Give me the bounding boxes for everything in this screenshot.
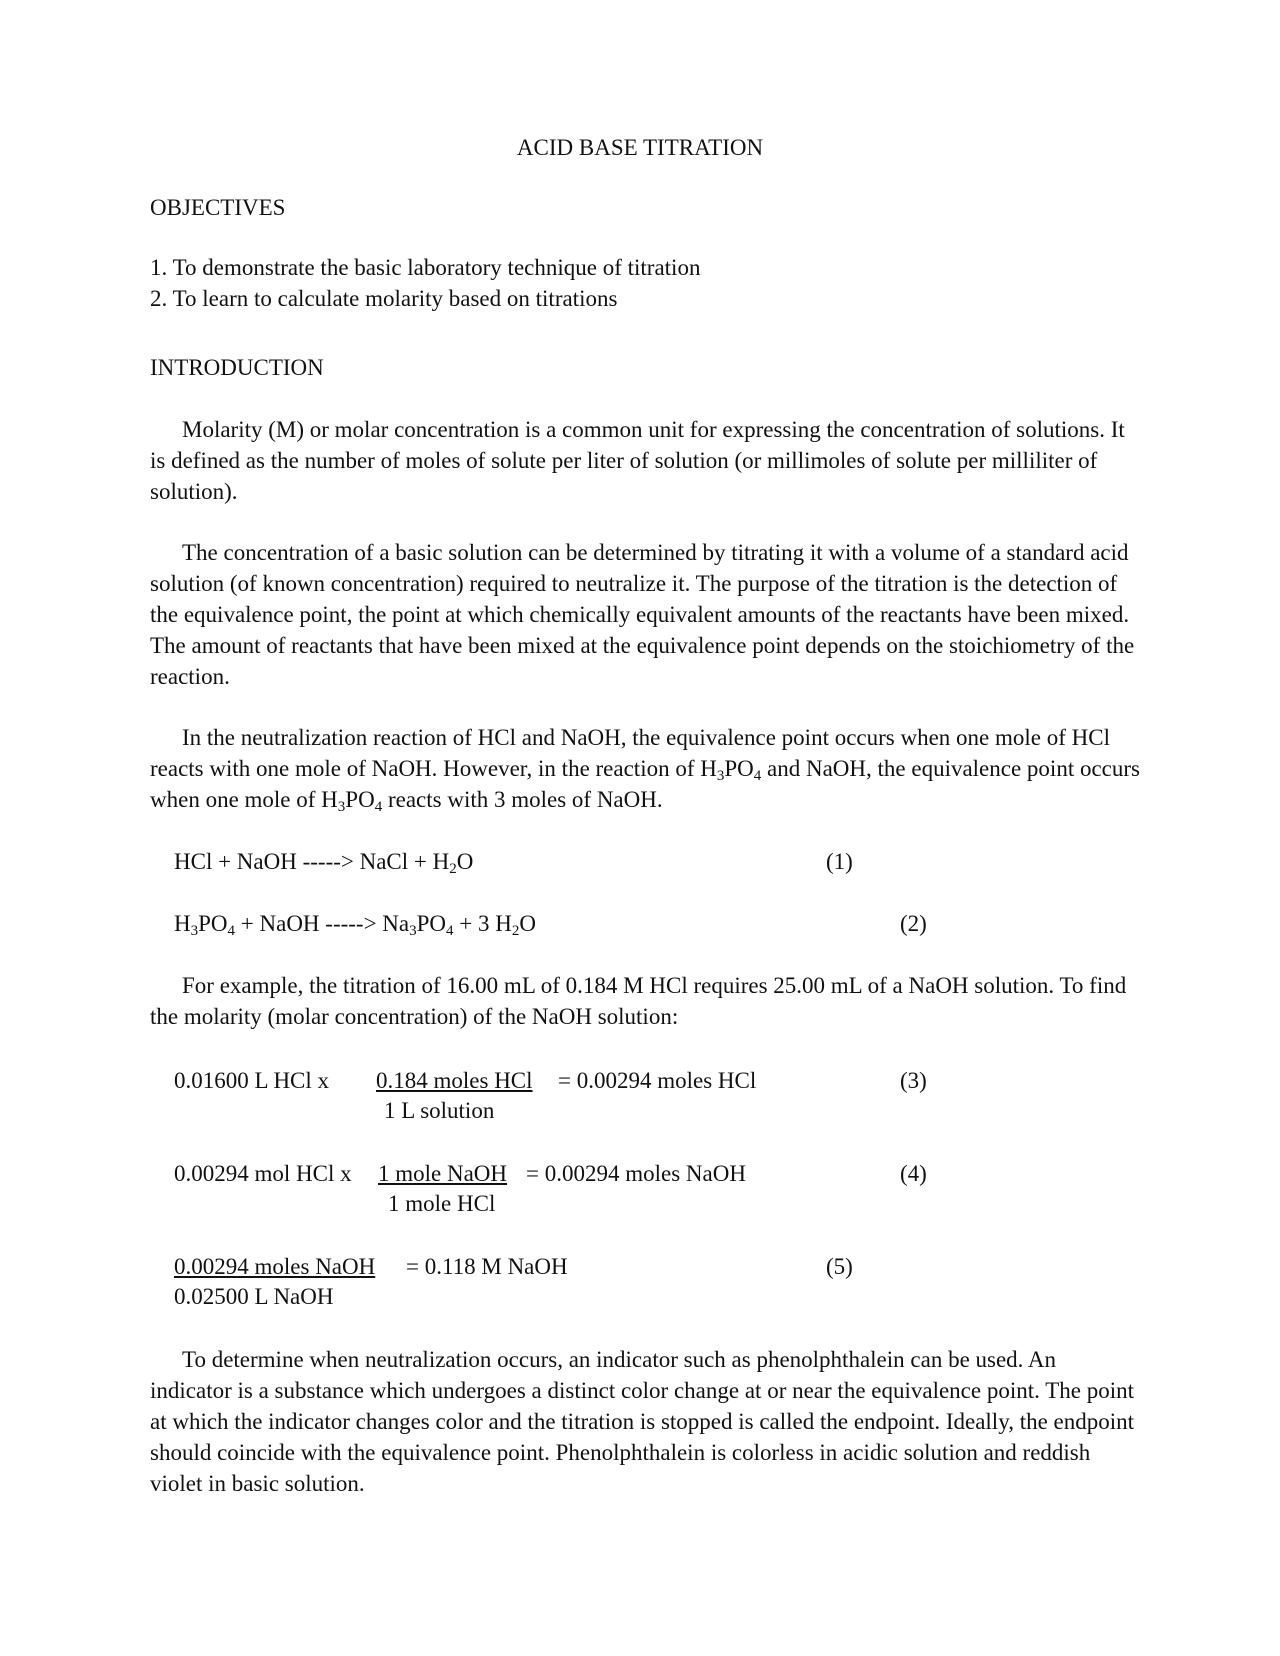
- eq2-b: PO: [198, 911, 228, 936]
- intro-paragraph-4: [150, 970, 1140, 1032]
- equation-5-number: (5): [826, 1254, 853, 1279]
- equation-4-lhs: 0.00294 mol HCl x: [174, 1161, 352, 1186]
- p3-sub-4: 4: [374, 799, 383, 815]
- intro-paragraph-1: [150, 414, 1140, 507]
- p3-text-e: reacts with 3 moles of NaOH.: [382, 787, 663, 812]
- equation-3-number: (3): [900, 1068, 927, 1093]
- equation-5-denominator: 0.02500 L NaOH: [174, 1284, 334, 1309]
- intro-paragraph-3: [150, 722, 1140, 815]
- eq2-sub-3: 3: [409, 923, 417, 939]
- eq2-sub-2: 4: [227, 923, 236, 939]
- equation-5-numerator: 0.00294 moles NaOH: [174, 1254, 376, 1279]
- equation-1: [174, 846, 473, 877]
- eq2-a: H: [174, 911, 191, 936]
- p3-text-a: In the neutralization reaction of HCl and NaOH, the equivalence point occurs when one mole of HCl reacts with one mole of NaOH. However, in the reaction of H: [150, 725, 1111, 781]
- equation-3-lhs: 0.01600 L HCl x: [174, 1068, 330, 1093]
- equation-4-rhs: = 0.00294 moles NaOH: [526, 1161, 746, 1186]
- introduction-heading: INTRODUCTION: [150, 355, 324, 380]
- intro-paragraph-2: [150, 537, 1140, 692]
- equation-2: [174, 908, 536, 939]
- equation-4-denominator: 1 mole HCl: [388, 1191, 496, 1216]
- equation-3-denominator: 1 L solution: [384, 1098, 495, 1123]
- p3-sub-1: 3: [716, 768, 725, 784]
- equation-1-tail: O: [456, 849, 474, 874]
- p3-sub-2: 4: [753, 768, 762, 784]
- p3-text-d: PO: [345, 787, 375, 812]
- p3-text-b: PO: [724, 756, 754, 781]
- eq2-sub-1: 3: [190, 923, 199, 939]
- equation-5-rhs: = 0.118 M NaOH: [406, 1254, 568, 1279]
- equation-3-numerator: 0.184 moles HCl: [376, 1068, 533, 1093]
- objective-item-1: 1. To demonstrate the basic laboratory technique of titration: [150, 255, 701, 280]
- equation-2-number: (2): [900, 911, 927, 936]
- intro-paragraph-5: [150, 1344, 1140, 1499]
- equation-3-rhs: = 0.00294 moles HCl: [558, 1068, 757, 1093]
- intro-paragraph-1-text: Molarity (M) or molar concentration is a common unit for expressing the concentration of solutions. It is defined as the number of moles of solute per liter of solution (or millimoles of solute per milliliter of solution).: [150, 417, 1125, 504]
- objectives-heading: OBJECTIVES: [150, 195, 286, 220]
- equation-4-number: (4): [900, 1161, 927, 1186]
- intro-paragraph-5-text: To determine when neutralization occurs, an indicator such as phenolphthalein can be used. An indicator is a substance which undergoes a distinct color change at or near the equivalence point. The point at which the indicator changes color and the titration is stopped is called the endpoint. Ideally, the endpoint should coincide with the equivalence point. Phenolphthalein is colorless in acidic solution and reddish violet in basic solution.: [150, 1347, 1135, 1496]
- equation-1-sub: 2: [449, 861, 457, 877]
- eq2-d: PO: [416, 911, 447, 936]
- p3-text-c: and NaOH, the equivalence point occurs when one mole of H: [150, 756, 1140, 812]
- eq2-e: + 3 H: [453, 911, 512, 936]
- eq2-c: + NaOH -----> Na: [235, 911, 410, 936]
- equation-1-number: (1): [826, 849, 853, 874]
- eq2-sub-5: 2: [511, 923, 520, 939]
- page-title: ACID BASE TITRATION: [516, 135, 764, 160]
- eq2-f: O: [519, 911, 537, 936]
- intro-paragraph-2-text: The concentration of a basic solution can be determined by titrating it with a volume of a standard acid solution (of known concentration) required to neutralize it. The purpose of the titration is the detection of the equivalence point, the point at which chemically equivalent amounts of the reactants have been mixed. The amount of reactants that have been mixed at the equivalence point depends on the stoichiometry of the reaction.: [150, 540, 1135, 689]
- p3-sub-3: 3: [337, 799, 346, 815]
- equation-4-numerator: 1 mole NaOH: [378, 1161, 508, 1186]
- eq2-sub-4: 4: [446, 923, 454, 939]
- equation-1-body: HCl + NaOH -----> NaCl + H: [174, 849, 450, 874]
- intro-paragraph-4-text: For example, the titration of 16.00 mL of 0.184 M HCl requires 25.00 mL of a NaOH solution. To find the molarity (molar concentration) of the NaOH solution:: [150, 973, 1127, 1029]
- objective-item-2: 2. To learn to calculate molarity based on titrations: [150, 286, 618, 311]
